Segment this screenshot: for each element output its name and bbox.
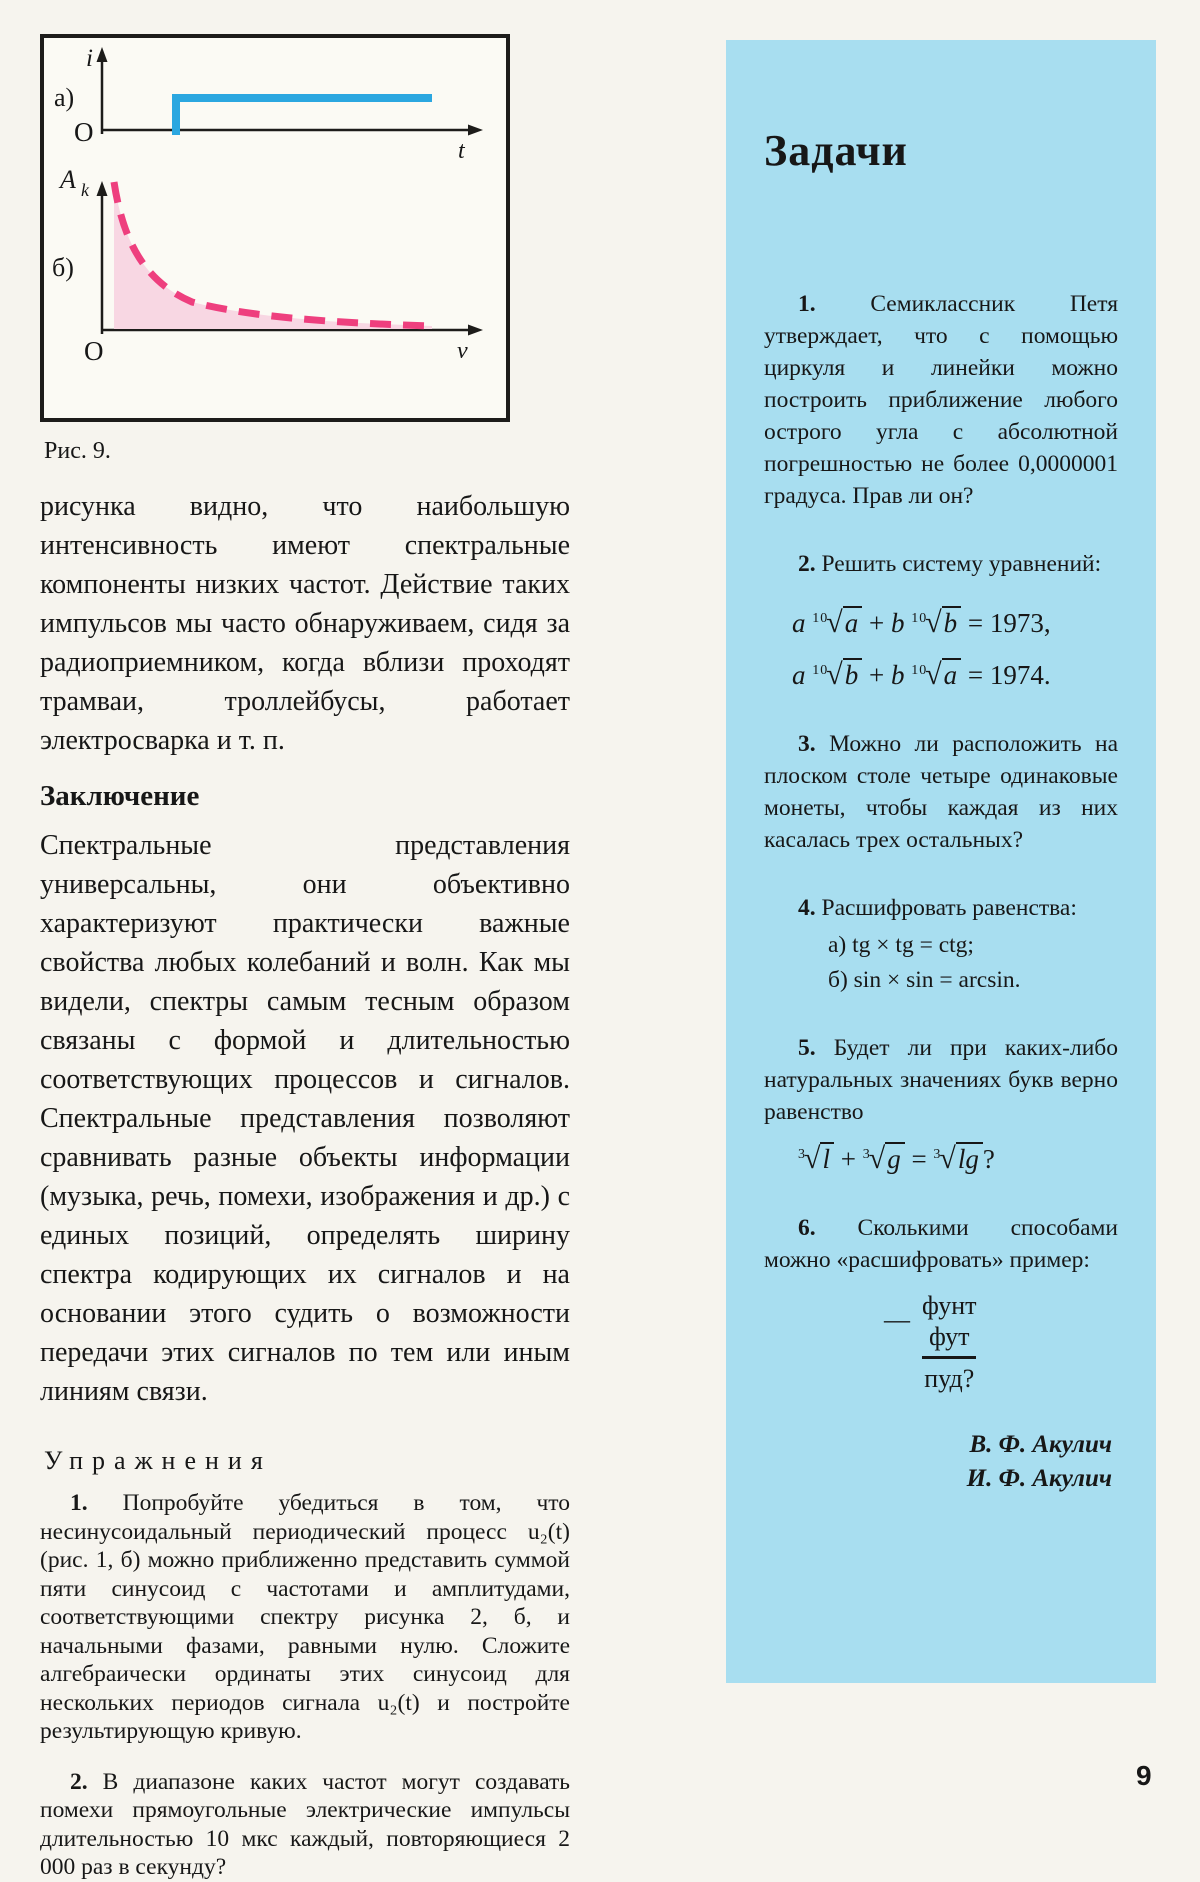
plot-b-xlabel: ν [457, 338, 468, 364]
equation-5 [798, 1142, 1118, 1176]
eq2-root1-index: 10 [812, 663, 829, 678]
plot-a-ylabel: i [86, 45, 93, 72]
eq2-plus: + [868, 660, 885, 690]
figure-9 [40, 34, 510, 422]
exercise-2 [40, 1768, 570, 1882]
eq5-root1-sign: √ [804, 1142, 821, 1175]
exercise-2-number: 2. [70, 1768, 88, 1795]
problem-3-text: Можно ли расположить на плоском столе четыре одинаковые монеты, чтобы каждая из них касалась трех остальных? [764, 731, 1119, 853]
conclusion-paragraph: Спектральные представления универсальны, они объективно характеризуют практически важные свойства любых колебаний и волн. Как мы видели, спектры самым тесным образом связаны с формой и длительностью соответствующих процессов и сигналов. Спектральные представления позволяют сравнивать разные объекты информации (музыка, речь, помехи, изображения и др.) с единых позиций, определять ширину спектра кодирующих их сигналов и на основании этого судить о возможности передачи этих сигналов по тем или иным линиям связи. [40, 830, 570, 1407]
exercise-1-number: 1. [70, 1490, 88, 1516]
eq1-plus: + [868, 608, 885, 638]
problems-title: Задачи [764, 126, 908, 175]
author-signature-2: И. Ф. Акулич [966, 1465, 1112, 1492]
problem-2 [764, 548, 1118, 580]
eq1-var-b: b [890, 608, 905, 638]
eq1-root1-sign: √ [826, 606, 843, 639]
intro-paragraph: рисунка видно, что наибольшую интенсивность имеют спектральные компоненты низких частот. Действие таких импульсов мы часто обнаруживаем, сидя за радиоприемником, когда вблизи проходят трамваи, троллейбусы, работает электросварка и т. п. [40, 491, 570, 756]
eq2-root2-radicand: a [942, 658, 962, 691]
problem-5 [764, 1032, 1118, 1128]
equation-2 [792, 658, 1118, 692]
problem-2-number: 2. [798, 551, 816, 577]
eq5-root2-radicand: g [885, 1142, 905, 1175]
problems-panel [726, 40, 1156, 1683]
exercises-heading: Упражнения [44, 1446, 272, 1475]
problem-5-number: 5. [798, 1035, 816, 1061]
problem-1-text: Семиклассник Петя утверждает, что с помощью циркуля и линейки можно построить приближение любого острого угла с абсолютной погрешностью не более 0,0000001 градуса. Прав ли он? [764, 291, 1119, 509]
subtraction-example [884, 1290, 1118, 1394]
eq5-root1-radicand: l [820, 1142, 834, 1175]
eq5-equals: = [911, 1144, 927, 1174]
minus-sign: — [884, 1305, 910, 1334]
eq5-root2-sign: √ [868, 1142, 886, 1175]
problem-4 [764, 892, 1118, 924]
eq2-var-b: b [890, 660, 905, 690]
eq1-root2-sign: √ [925, 606, 942, 639]
eq5-plus: + [840, 1144, 856, 1174]
eq1-root2-radicand: b [942, 606, 962, 639]
problem-4-item-b: б) sin × sin = arcsin. [828, 967, 1021, 993]
page-number: 9 [1136, 1760, 1152, 1791]
equation-1 [792, 606, 1118, 640]
eq5-root3-sign: √ [939, 1142, 956, 1175]
plot-a-tag: а) [54, 83, 75, 112]
problem-1-number: 1. [798, 291, 816, 317]
eq5-root3-radicand: lg [956, 1142, 983, 1175]
problem-4-item-a: а) tg × tg = ctg; [828, 932, 974, 958]
exercise-1-text: Попробуйте убедиться в том, что несинусоидальный периодический процесс u₂(t) (рис. 1, б) можно приближенно представить суммой пяти синусоид с частотами и амплитудами, соответствующими спектру рисунка 2, б, и начальными фазами, равными нулю. Сложите алгебраически ординаты этих синусоид для нескольких периодов сигнала u₂(t) и постройте результирующую кривую. [40, 1490, 570, 1744]
problem-4-number: 4. [798, 895, 816, 921]
exercise-1 [40, 1489, 570, 1746]
left-column [40, 34, 570, 1882]
problem-6 [764, 1212, 1118, 1276]
eq1-root1-index: 10 [812, 611, 829, 626]
eq2-root2-sign: √ [925, 658, 942, 691]
eq5-root1-index: 3 [798, 1147, 806, 1162]
eq1-root2-index: 10 [911, 611, 928, 626]
eq2-rhs: = 1974. [967, 660, 1051, 690]
problem-1 [764, 288, 1118, 512]
eq1-root1-radicand: a [843, 606, 863, 639]
plot-b-tag: б) [52, 253, 74, 282]
problem-6-text: Сколькими способами можно «расшифровать» пример: [764, 1215, 1118, 1273]
plot-b-origin: O [84, 336, 104, 366]
conclusion-heading: Заключение [40, 780, 200, 812]
problem-2-text: Решить систему уравнений: [821, 551, 1102, 577]
eq5-root2-index: 3 [862, 1147, 871, 1162]
eq2-root2-index: 10 [911, 663, 928, 678]
eq2-root1-sign: √ [826, 658, 843, 691]
problem-5-text: Будет ли при каких-либо натуральных значениях букв верно равенство [764, 1035, 1118, 1125]
figure-frame [42, 36, 508, 420]
eq2-root1-radicand: b [843, 658, 863, 691]
author-signature-1: В. Ф. Акулич [969, 1431, 1112, 1458]
subtraction-result: пуд? [924, 1364, 975, 1393]
subtraction-column [922, 1290, 976, 1394]
plot-a-xlabel: t [458, 138, 465, 164]
problem-6-number: 6. [798, 1215, 816, 1241]
plot-a-origin: O [74, 117, 94, 147]
problem-3-number: 3. [798, 731, 816, 757]
plot-b-ylabel-A: A [60, 165, 76, 194]
problem-3 [764, 728, 1118, 856]
eq2-var-a: a [792, 660, 806, 690]
plot-b-ylabel-k: k [81, 180, 89, 200]
figure-caption: Рис. 9. [44, 438, 111, 464]
subtraction-mid: фут [922, 1321, 976, 1359]
eq5-question-mark: ? [982, 1144, 995, 1174]
exercise-2-text: В диапазоне каких частот могут создавать помехи прямоугольные электрические импульсы длительностью 10 мкс каждый, повторяющиеся 2 000 раз в секунду? [40, 1768, 571, 1880]
subtraction-top: фунт [922, 1291, 977, 1320]
eq1-var-a: a [792, 608, 806, 638]
problem-4-text: Расшифровать равенства: [821, 895, 1077, 921]
eq1-rhs: = 1973, [967, 608, 1051, 638]
eq5-root3-index: 3 [933, 1147, 942, 1162]
